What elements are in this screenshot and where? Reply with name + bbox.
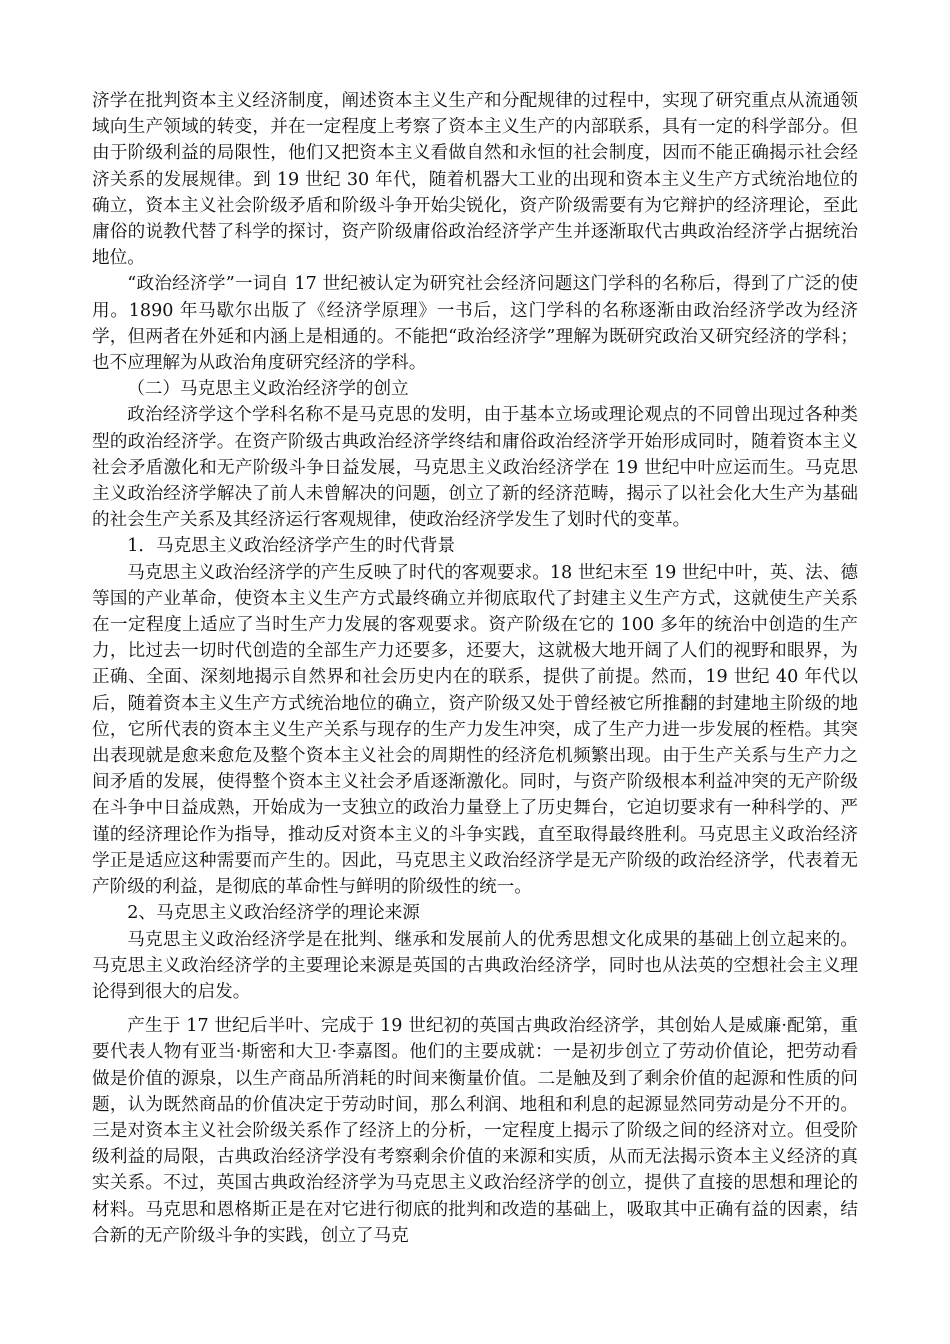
paragraph-background: 马克思主义政治经济学的产生反映了时代的客观要求。18 世纪末至 19 世纪中叶，英、法、德等国的产业革命，使资本主义生产方式最终确立并彻底取代了封建主义生产方式，这就使生产关系在一定程度上适应了当时生产力发展的客观要求。资产阶级在它的 100 多年的统治中创造的生产力，比过去一切时代创造的全部生产力还要多，还要大，这就极大地开阔了人们的视野和眼界，为正确、全面、深刻地揭示自然界和社会历史内在的联系，提供了前提。然而，19 世纪 40 年代以后，随着资本主义生产方式统治地位的确立，资产阶级又处于曾经被它所推翻的封建地主阶级的地位，它所代表的资本主义生产关系与现存的生产力发生冲突，成了生产力进一步发展的桎梏。其突出表现就是愈来愈危及整个资本主义社会的周期性的经济危机频繁出现。由于生产关系与生产力之间矛盾的发展，使得整个资本主义社会矛盾逐渐激化。同时，与资产阶级根本利益冲突的无产阶级在斗争中日益成熟，开始成为一支独立的政治力量登上了历史舞台，它迫切要求有一种科学的、严谨的经济理论作为指导，推动反对资本主义的斗争实践，直至取得最终胜利。马克思主义政治经济学正是适应这种需要而产生的。因此，马克思主义政治经济学是无产阶级的政治经济学，代表着无产阶级的利益，是彻底的革命性与鲜明的阶级性的统一。 — [92, 562, 858, 898]
paragraph-sources: 马克思主义政治经济学是在批判、继承和发展前人的优秀思想文化成果的基础上创立起来的。马克思主义政治经济学的主要理论来源是英国的古典政治经济学，同时也从法英的空想社会主义理论得到很大的启发。 — [92, 929, 858, 1002]
document-body — [92, 88, 858, 1249]
paragraph-continued: 济学在批判资本主义经济制度，阐述资本主义生产和分配规律的过程中，实现了研究重点从流通领域向生产领域的转变，并在一定程度上考察了资本主义生产的内部联系，具有一定的科学部分。但由于阶级利益的局限性，他们又把资本主义看做自然和永恒的社会制度，因而不能正确揭示社会经济关系的发展规律。到 19 世纪 30 年代，随着机器大工业的出现和资本主义生产方式统治地位的确立，资本主义社会阶级矛盾和阶级斗争开始尖锐化，资产阶级需要有为它辩护的经济理论，至此庸俗的说教代替了科学的探讨，资产阶级庸俗政治经济学产生并逐渐取代古典政治经济学占据统治地位。 — [92, 91, 858, 269]
paragraph-term-political-economy: “政治经济学”一词自 17 世纪被认定为研究社会经济问题这门学科的名称后，得到了广泛的使用。1890 年马歇尔出版了《经济学原理》一书后，这门学科的名称逐渐由政治经济学改为经济学，但两者在外延和内涵上是相通的。不能把“政治经济学”理解为既研究政治又研究经济的学科；也不应理解为从政治角度研究经济的学科。 — [92, 274, 858, 374]
subsection-heading-background: 1．马克思主义政治经济学产生的时代背景 — [127, 536, 456, 557]
paragraph-classical-economics: 产生于 17 世纪后半叶、完成于 19 世纪初的英国古典政治经济学，其创始人是威廉·配第，重要代表人物有亚当·斯密和大卫·李嘉图。他们的主要成就：一是初步创立了劳动价值论，把劳动看做是价值的源泉，以生产商品所消耗的时间来衡量价值。二是触及到了剩余价值的起源和性质的问题，认为既然商品的价值决定于劳动时间，那么利润、地租和利息的起源显然同劳动是分不开的。三是对资本主义社会阶级关系作了经济上的分析，一定程度上揭示了阶级之间的经济对立。但受阶级利益的局限，古典政治经济学没有考察剩余价值的来源和实质，从而无法揭示资本主义经济的真实关系。不过，英国古典政治经济学为马克思主义政治经济学的创立，提供了直接的思想和理论的材料。马克思和恩格斯正是在对它进行彻底的批判和改造的基础上，吸取其中正确有益的因素，结合新的无产阶级斗争的实践，创立了马克 — [92, 1016, 858, 1246]
paragraph-founding: 政治经济学这个学科名称不是马克思的发明，由于基本立场或理论观点的不同曾出现过各种类型的政治经济学。在资产阶级古典政治经济学终结和庸俗政治经济学开始形成同时，随着资本主义社会矛盾激化和无产阶级斗争日益发展，马克思主义政治经济学在 19 世纪中叶应运而生。马克思主义政治经济学解决了前人未曾解决的问题，创立了新的经济范畴，揭示了以社会化大生产为基础的社会生产关系及其经济运行客观规律，使政治经济学发生了划时代的变革。 — [92, 405, 858, 531]
section-heading-founding: （二）马克思主义政治经济学的创立 — [127, 379, 409, 400]
subsection-heading-sources: 2、马克思主义政治经济学的理论来源 — [127, 903, 420, 924]
